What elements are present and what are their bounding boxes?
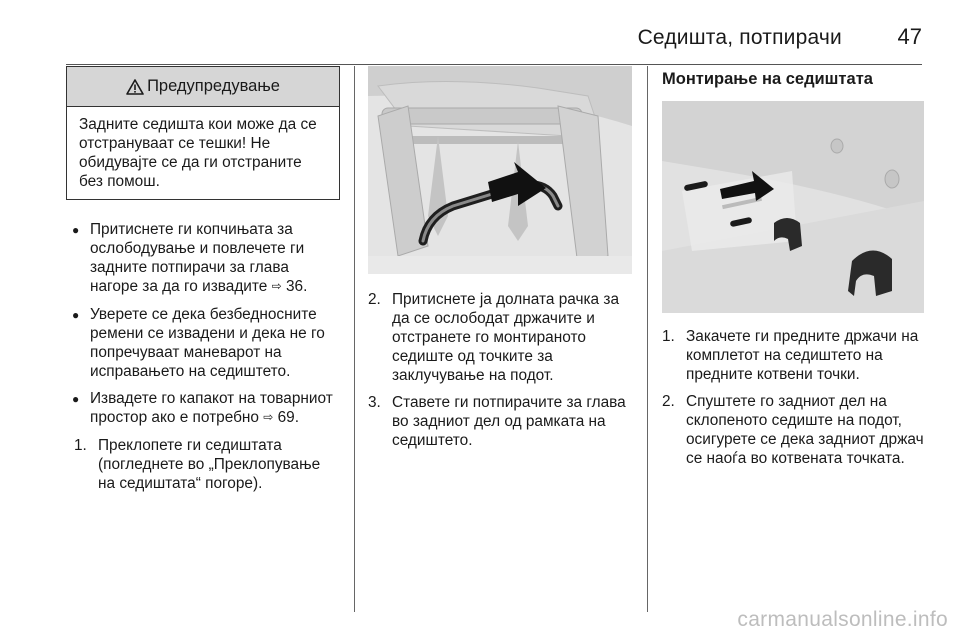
warning-box	[66, 66, 340, 200]
step-item	[662, 327, 924, 384]
step-number: 2.	[662, 393, 675, 410]
page-title: Седишта, потпирачи	[637, 26, 842, 49]
page-ref[interactable]: 69.	[277, 409, 300, 426]
warning-body: Задните седишта кои може да се отстрануваат се тешки! Не обидувајте се да ги отстраните без помош.	[79, 116, 317, 190]
list-item-text: Уверете се дека безбедносните ремени се извадени и дека не го попречуваат маневарот на исправањето на седиштето.	[90, 306, 325, 380]
step-item	[662, 392, 924, 468]
right-column	[662, 66, 924, 476]
left-column	[66, 66, 340, 501]
step-item	[74, 436, 340, 493]
step-text: Притиснете ја долната рачка за да се ослободат држачите и отстранете го монтираното седиште од точките за заклучување на подот.	[392, 291, 620, 384]
page-ref-arrow-icon: ⇨	[263, 410, 274, 424]
column-divider-left	[354, 66, 355, 612]
step-item	[368, 393, 632, 450]
seat-release-lever-illustration	[368, 66, 632, 274]
list-item	[66, 305, 340, 381]
watermark: carmanualsonline.info	[737, 608, 948, 631]
list-item-text: Извадете го капакот на товарниот простор ако е потребно	[90, 390, 333, 426]
step-item	[368, 290, 632, 385]
bullet-icon: ●	[72, 308, 80, 322]
page-ref-arrow-icon: ⇨	[271, 279, 282, 293]
column-divider-right	[647, 66, 648, 612]
header-rule	[66, 64, 922, 65]
bullet-list	[66, 220, 340, 428]
middle-column	[368, 66, 632, 458]
warning-header	[67, 67, 339, 107]
bullet-icon: ●	[72, 223, 80, 237]
step-list	[662, 327, 924, 468]
page-header	[0, 18, 960, 58]
step-text: Ставете ги потпирачите за глава во задниот дел од рамката на седиштето.	[392, 394, 626, 449]
section-title: Монтирање на седиштата	[662, 70, 873, 88]
step-number: 3.	[368, 394, 381, 411]
list-item	[66, 220, 340, 297]
step-list	[74, 436, 340, 493]
list-item	[66, 389, 340, 428]
bullet-icon: ●	[72, 392, 80, 406]
warning-heading: Предупредување	[147, 77, 280, 95]
step-number: 1.	[74, 437, 87, 454]
page-number: 47	[897, 24, 922, 49]
step-text: Спуштете го задниот дел на склопеното седиште на подот, осигурете се дека задниот држач се наоѓа во котвената точката.	[686, 393, 924, 467]
step-list	[368, 290, 632, 450]
seat-anchor-illustration	[662, 101, 924, 313]
list-item-text: Притиснете ги копчињата за ослободување и повлечете ги задните потпирачи за глава нагоре за да го извадите	[90, 221, 305, 295]
step-number: 2.	[368, 291, 381, 308]
step-text: Закачете ги предните држачи на комплетот на седиштето на предните котвени точки.	[686, 328, 919, 383]
page-ref[interactable]: 36.	[285, 278, 308, 295]
step-number: 1.	[662, 328, 675, 345]
step-text: Преклопете ги седиштата (погледнете во „Преклопување на седиштата“ погоре).	[98, 437, 321, 492]
warning-triangle-icon	[126, 79, 144, 95]
